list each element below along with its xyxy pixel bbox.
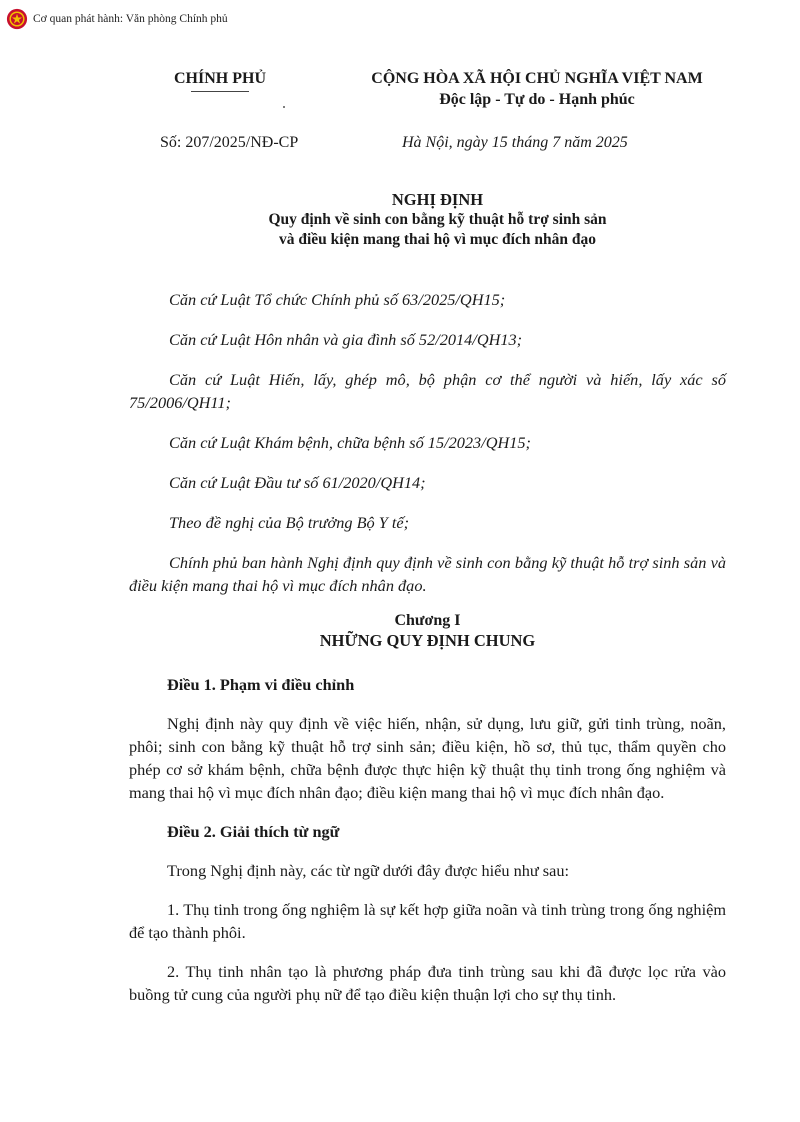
legal-basis: Căn cứ Luật Hiến, lấy, ghép mô, bộ phận cơ thể người và hiến, lấy xác số 75/2006/QH11; [129,370,726,412]
national-block [352,68,722,110]
state-emblem-icon [6,8,28,30]
legal-basis: Căn cứ Luật Khám bệnh, chữa bệnh số 15/2023/QH15; [169,433,531,452]
document-title [150,190,725,250]
document-type: NGHỊ ĐỊNH [391,190,484,209]
chapter-title: NHỮNG QUY ĐỊNH CHUNG [319,631,536,650]
article-heading: Điều 2. Giải thích từ ngữ [167,822,340,841]
chapter-label: Chương I [394,612,461,629]
agency-underline [191,91,249,92]
national-motto: Độc lập - Tự do - Hạnh phúc [439,91,635,108]
article-paragraph: Nghị định này quy định về việc hiến, nhận, sử dụng, lưu giữ, gửi tinh trùng, noãn, phôi; sinh con bằng kỹ thuật hỗ trợ sinh sản; điều kiện, hồ sơ, thủ tục, thẩm quyền cho phép cơ sở khám bệnh, chữa bệnh được thực hiện kỹ thuật thụ tinh trong ống nghiệm và mang thai hộ vì mục đích nhân đạo; điều kiện mang thai hộ vì mục đích nhân đạo. [129,714,726,802]
article-paragraph: 2. Thụ tinh nhân tạo là phương pháp đưa tinh trùng sau khi đã được lọc rửa vào buồng tử cung của người phụ nữ để tạo điều kiện thuận lợi cho sự thụ tinh. [129,962,726,1004]
place-date: Hà Nội, ngày 15 tháng 7 năm 2025 [402,134,628,151]
title-line-1: Quy định về sinh con bằng kỹ thuật hỗ trợ sinh sản [268,211,607,228]
document-number: Số: 207/2025/NĐ-CP [160,134,299,151]
legal-basis: Căn cứ Luật Tổ chức Chính phủ số 63/2025/QH15; [169,290,506,309]
legal-basis: Căn cứ Luật Đầu tư số 61/2020/QH14; [169,473,426,492]
document-body [129,288,726,1022]
article-paragraph: Trong Nghị định này, các từ ngữ dưới đây được hiểu như sau: [167,861,569,880]
enactment-clause: Chính phủ ban hành Nghị định quy định về sinh con bằng kỹ thuật hỗ trợ sinh sản và điều kiện mang thai hộ vì mục đích nhân đạo. [129,553,726,595]
article-heading: Điều 1. Phạm vi điều chỉnh [167,675,355,694]
article-paragraph: 1. Thụ tinh trong ống nghiệm là sự kết hợp giữa noãn và tinh trùng trong ống nghiệm để tạo thành phôi. [129,900,726,942]
issuer-bar [6,8,228,30]
agency-block [150,68,290,92]
country-name: CỘNG HÒA XÃ HỘI CHỦ NGHĨA VIỆT NAM [371,70,703,87]
agency-name: CHÍNH PHỦ [174,70,266,87]
proposal-basis: Theo đề nghị của Bộ trưởng Bộ Y tế; [169,513,410,532]
legal-basis: Căn cứ Luật Hôn nhân và gia đình số 52/2014/QH13; [169,330,523,349]
issuer-line: Cơ quan phát hành: Văn phòng Chính phủ [33,13,228,25]
title-line-2: và điều kiện mang thai hộ vì mục đích nhân đạo [279,231,596,248]
scan-dot [283,106,285,108]
